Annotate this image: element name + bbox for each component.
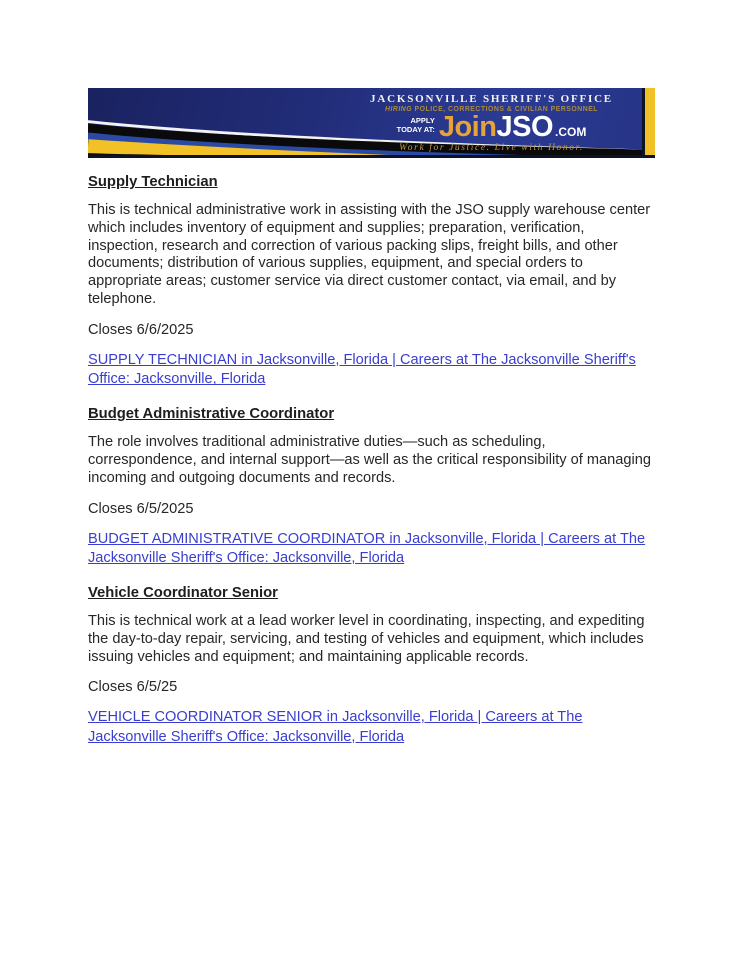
job-listing xyxy=(88,406,655,569)
banner-hiring-word: HIRING xyxy=(384,106,413,113)
banner-apply-line2: TODAY AT: xyxy=(396,124,435,134)
job-close-date: Closes 6/6/2025 xyxy=(88,321,194,338)
banner-hiring-rest: POLICE, CORRECTIONS & CIVILIAN PERSONNEL xyxy=(412,106,598,113)
job-title-heading: Supply Technician xyxy=(88,174,218,190)
job-title-heading: Vehicle Coordinator Senior xyxy=(88,584,278,601)
job-posting-link[interactable]: SUPPLY TECHNICIAN in Jacksonville, Florida | Careers at The Jacksonville Sheriff's Office: Jacksonville, Florida xyxy=(88,351,636,388)
job-close-date: Closes 6/5/25 xyxy=(88,679,178,696)
job-description: The role involves traditional administrative duties—such as scheduling, correspondence, and internal support—as well as the critical responsibility of managing incoming and outgoing documents and records. xyxy=(88,434,651,486)
joinjso-logo-join: Join xyxy=(438,111,497,143)
banner-org-name: JACKSONVILLE SHERIFF'S OFFICE xyxy=(370,93,613,105)
joinjso-banner xyxy=(88,88,655,158)
job-posting-link[interactable]: VEHICLE COORDINATOR SENIOR in Jacksonville, Florida | Careers at The Jacksonville Sheriff's Office: Jacksonville, Florida xyxy=(88,709,583,745)
document-content xyxy=(88,88,655,748)
banner-fine-print xyxy=(527,156,623,158)
joinjso-logo-suffix: .COM xyxy=(555,124,587,139)
joinjso-logo xyxy=(438,111,553,143)
banner-brand-row xyxy=(354,111,629,143)
job-description: This is technical work at a lead worker level in coordinating, inspecting, and expediting the day-to-day repair, servicing, and testing of vehicles and equipment, which includes issuing vehicles and equipment; and maintaining applicable records. xyxy=(88,612,645,665)
job-posting-link[interactable]: BUDGET ADMINISTRATIVE COORDINATOR in Jacksonville, Florida | Careers at The Jacksonville Sheriff's Office: Jacksonville, Florida xyxy=(88,530,646,567)
banner-apply-today xyxy=(397,116,435,134)
joinjso-logo-jso: JSO xyxy=(496,111,553,143)
banner-yellow-edge-stripe xyxy=(642,88,655,155)
job-description: This is technical administrative work in assisting with the JSO supply warehouse center which includes inventory of equipment and supplies; preparation, verification, inspection, research and correction of various packing slips, freight bills, and other documents; distribution of various supplies, equipment, and special orders to appropriate areas; customer service via direct customer contact, via email, and by telephone. xyxy=(88,202,651,307)
banner-apply-line1: APPLY xyxy=(410,115,435,125)
banner-tagline: Work for Justice. Live with Honor. xyxy=(399,142,584,153)
banner-text-block xyxy=(354,93,629,158)
job-listing xyxy=(88,585,655,748)
job-listing xyxy=(88,174,655,390)
job-close-date: Closes 6/5/2025 xyxy=(88,500,194,517)
job-title-heading: Budget Administrative Coordinator xyxy=(88,406,335,423)
